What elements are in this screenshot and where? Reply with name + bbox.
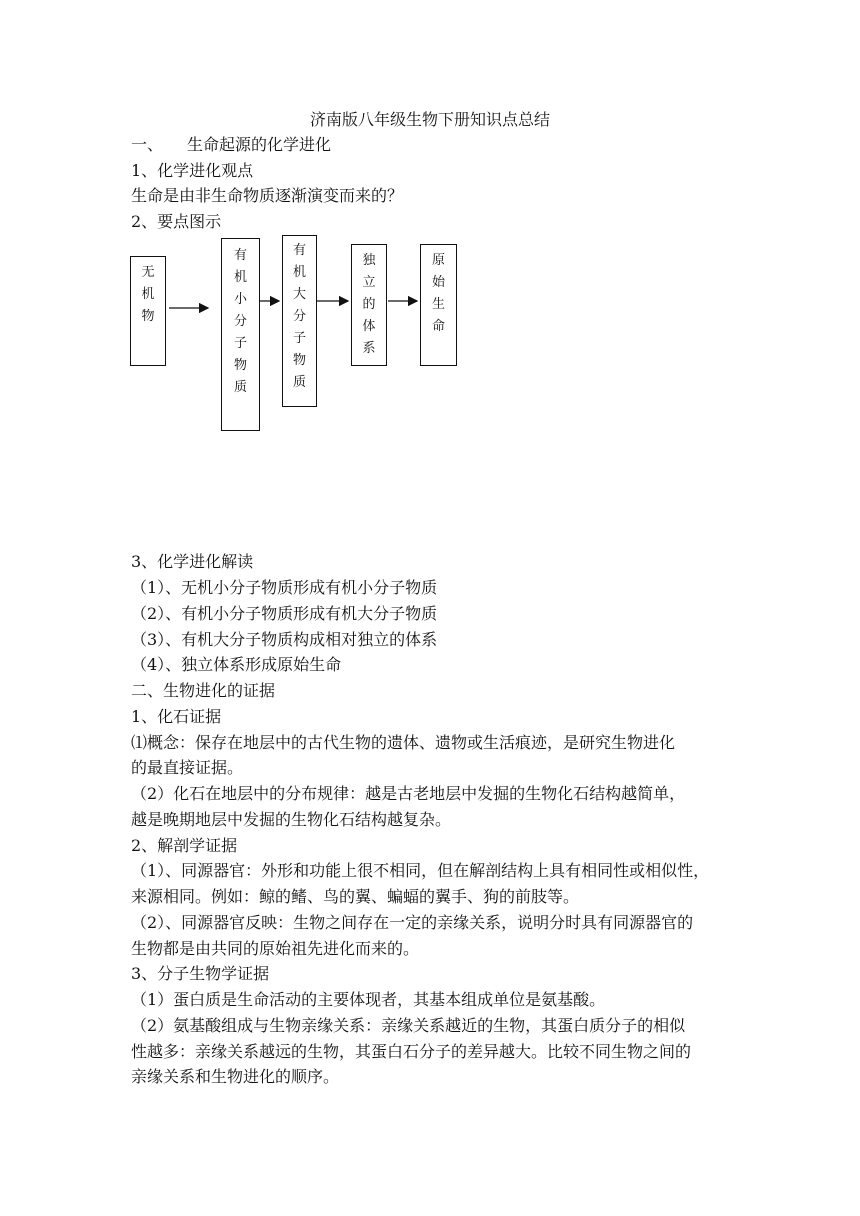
- paragraph: （1）蛋白质是生命活动的主要体现者，其基本组成单位是氨基酸。: [131, 990, 606, 1009]
- subheading: 1、化石证据: [131, 707, 222, 726]
- paragraph: 亲缘关系和生物进化的顺序。: [131, 1067, 340, 1086]
- subheading: 1、化学进化观点: [131, 161, 254, 180]
- list-item: （1）、无机小分子物质形成有机小分子物质: [131, 578, 438, 597]
- section-number: 一、: [131, 135, 164, 154]
- paragraph: 的最直接证据。: [131, 758, 244, 777]
- diagram-box-large-organic: 有 机 大 分 子 物 质: [282, 235, 317, 407]
- diagram-box-primitive-life: 原 始 生 命: [420, 244, 457, 366]
- paragraph: 越是晚期地层中发掘的生物化石结构越复杂。: [131, 810, 452, 829]
- paragraph: （1）、同源器官：外形和功能上很不相同，但在解剖结构上具有相同性或相似性，: [131, 861, 710, 880]
- list-item: （2）、有机小分子物质形成有机大分子物质: [131, 604, 438, 623]
- section-title: 生命起源的化学进化: [187, 135, 332, 154]
- paragraph: 来源相同。例如：鲸的鳍、鸟的翼、蝙蝠的翼手、狗的前肢等。: [131, 887, 580, 906]
- subheading: 2、要点图示: [131, 212, 222, 231]
- subheading: 3、分子生物学证据: [131, 964, 270, 983]
- document-title: 济南版八年级生物下册知识点总结: [309, 110, 550, 129]
- paragraph: （2）化石在地层中的分布规律：越是古老地层中发掘的生物化石结构越简单，: [131, 784, 686, 803]
- paragraph: （2）氨基酸组成与生物亲缘关系：亲缘关系越近的生物，其蛋白质分子的相似: [131, 1016, 686, 1035]
- diagram-box-independent-system: 独 立 的 体 系: [351, 244, 387, 366]
- list-item: （3）、有机大分子物质构成相对独立的体系: [131, 630, 438, 649]
- diagram-box-inorganic: 无 机 物: [130, 256, 166, 366]
- section-heading-2: 二、生物进化的证据: [131, 681, 276, 700]
- subheading: 2、解剖学证据: [131, 836, 238, 855]
- paragraph: 生物都是由共同的原始祖先进化而来的。: [131, 939, 420, 958]
- paragraph: 生命是由非生命物质逐渐演变而来的？: [131, 186, 404, 205]
- diagram-box-small-organic: 有 机 小 分 子 物 质: [221, 238, 260, 431]
- paragraph: ⑴概念：保存在地层中的古代生物的遗体、遗物或生活痕迹，是研究生物进化: [131, 733, 676, 752]
- subheading: 3、化学进化解读: [131, 552, 254, 571]
- paragraph: 性越多：亲缘关系越远的生物，其蛋白石分子的差异越大。比较不同生物之间的: [131, 1042, 692, 1061]
- paragraph: （2）、同源器官反映：生物之间存在一定的亲缘关系，说明分时具有同源器官的: [131, 913, 694, 932]
- list-item: （4）、独立体系形成原始生命: [131, 655, 342, 674]
